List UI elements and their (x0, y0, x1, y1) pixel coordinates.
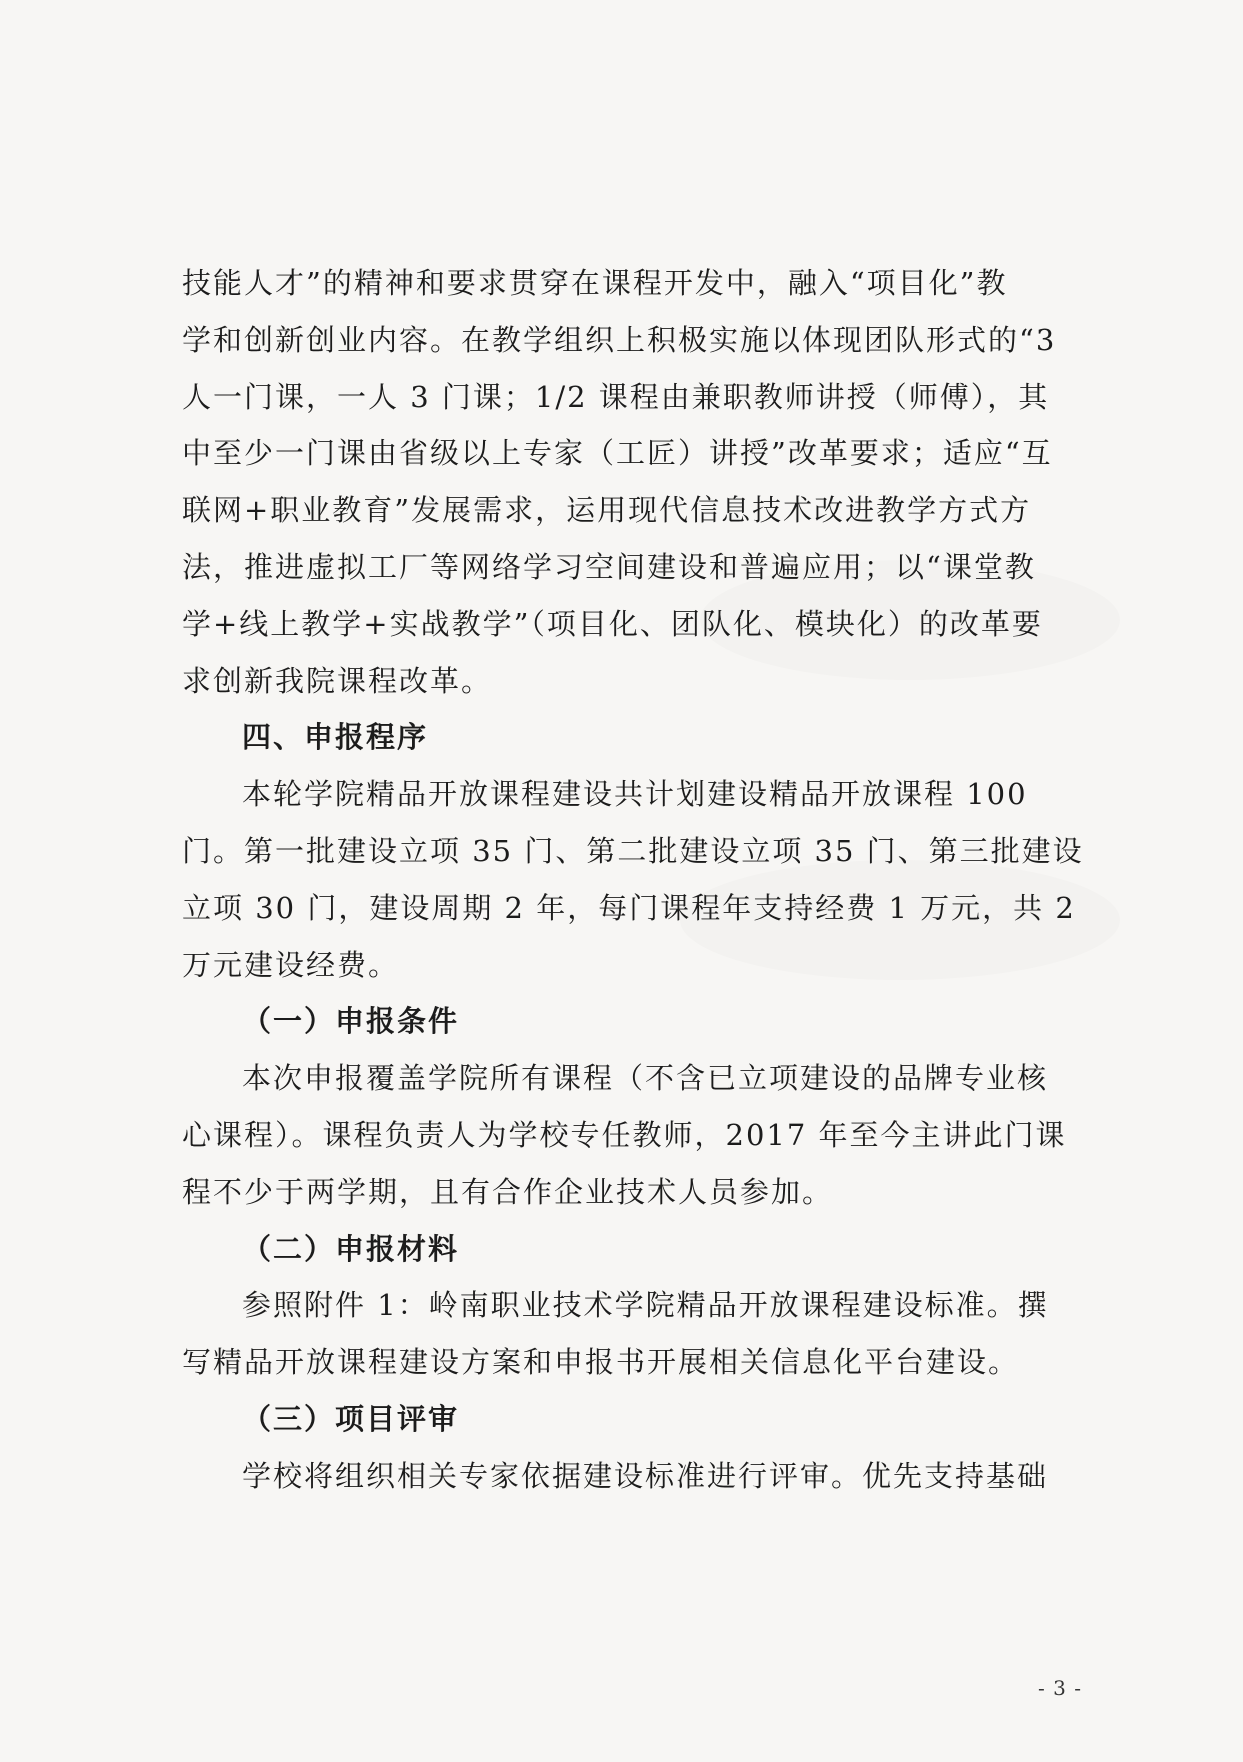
text-line: 本次申报覆盖学院所有课程（不含已立项建设的品牌专业核 (242, 1061, 1049, 1096)
text-line: 中至少一门课由省级以上专家（工匠）讲授”改革要求；适应“互 (182, 436, 1053, 471)
page-number: - 3 - (1038, 1676, 1082, 1700)
subsection-heading-materials: （二）申报材料 (242, 1231, 460, 1266)
text-line: 写精品开放课程建设方案和申报书开展相关信息化平台建设。 (182, 1345, 1020, 1380)
text-line: 程不少于两学期，且有合作企业技术人员参加。 (182, 1174, 834, 1209)
text-line: 学和创新创业内容。在教学组织上积极实施以体现团队形式的“3 (182, 322, 1057, 357)
text-line: 求创新我院课程改革。 (182, 663, 493, 698)
text-line: 学+线上教学+实战教学”（项目化、团队化、模块化）的改革要 (182, 606, 1043, 641)
text-line: 人一门课，一人 3 门课；1/2 课程由兼职教师讲授（师傅），其 (182, 379, 1050, 414)
text-line: 立项 30 门，建设周期 2 年，每门课程年支持经费 1 万元，共 2 (182, 890, 1076, 925)
paragraph-review (182, 1448, 1064, 1505)
text-line: 参照附件 1：岭南职业技术学院精品开放课程建设标准。撰 (242, 1288, 1049, 1323)
text-line: 心课程）。课程负责人为学校专任教师，2017 年至今主讲此门课 (182, 1117, 1067, 1152)
paragraph-construction-plan (182, 766, 1084, 993)
text-line: 学校将组织相关专家依据建设标准进行评审。优先支持基础 (242, 1458, 1049, 1493)
text-line: 联网+职业教育”发展需求，运用现代信息技术改进教学方式方 (182, 493, 1032, 528)
subsection-heading-conditions: （一）申报条件 (242, 1004, 460, 1039)
text-line: 技能人才”的精神和要求贯穿在课程开发中，融入“项目化”教 (182, 266, 1008, 300)
document-body (182, 255, 1084, 1505)
text-line: 本轮学院精品开放课程建设共计划建设精品开放课程 100 (242, 777, 1028, 812)
subsection-heading-review: （三）项目评审 (242, 1401, 460, 1436)
paragraph-conditions (182, 1050, 1067, 1220)
paragraph-course-reform (182, 255, 1064, 709)
text-line: 法，推进虚拟工厂等网络学习空间建设和普遍应用；以“课堂教 (182, 549, 1036, 584)
text-line: 万元建设经费。 (182, 947, 400, 982)
paragraph-materials (182, 1277, 1064, 1391)
text-line: 门。第一批建设立项 35 门、第二批建设立项 35 门、第三批建设 (182, 833, 1084, 868)
section-heading-application-procedure: 四、申报程序 (242, 720, 429, 755)
